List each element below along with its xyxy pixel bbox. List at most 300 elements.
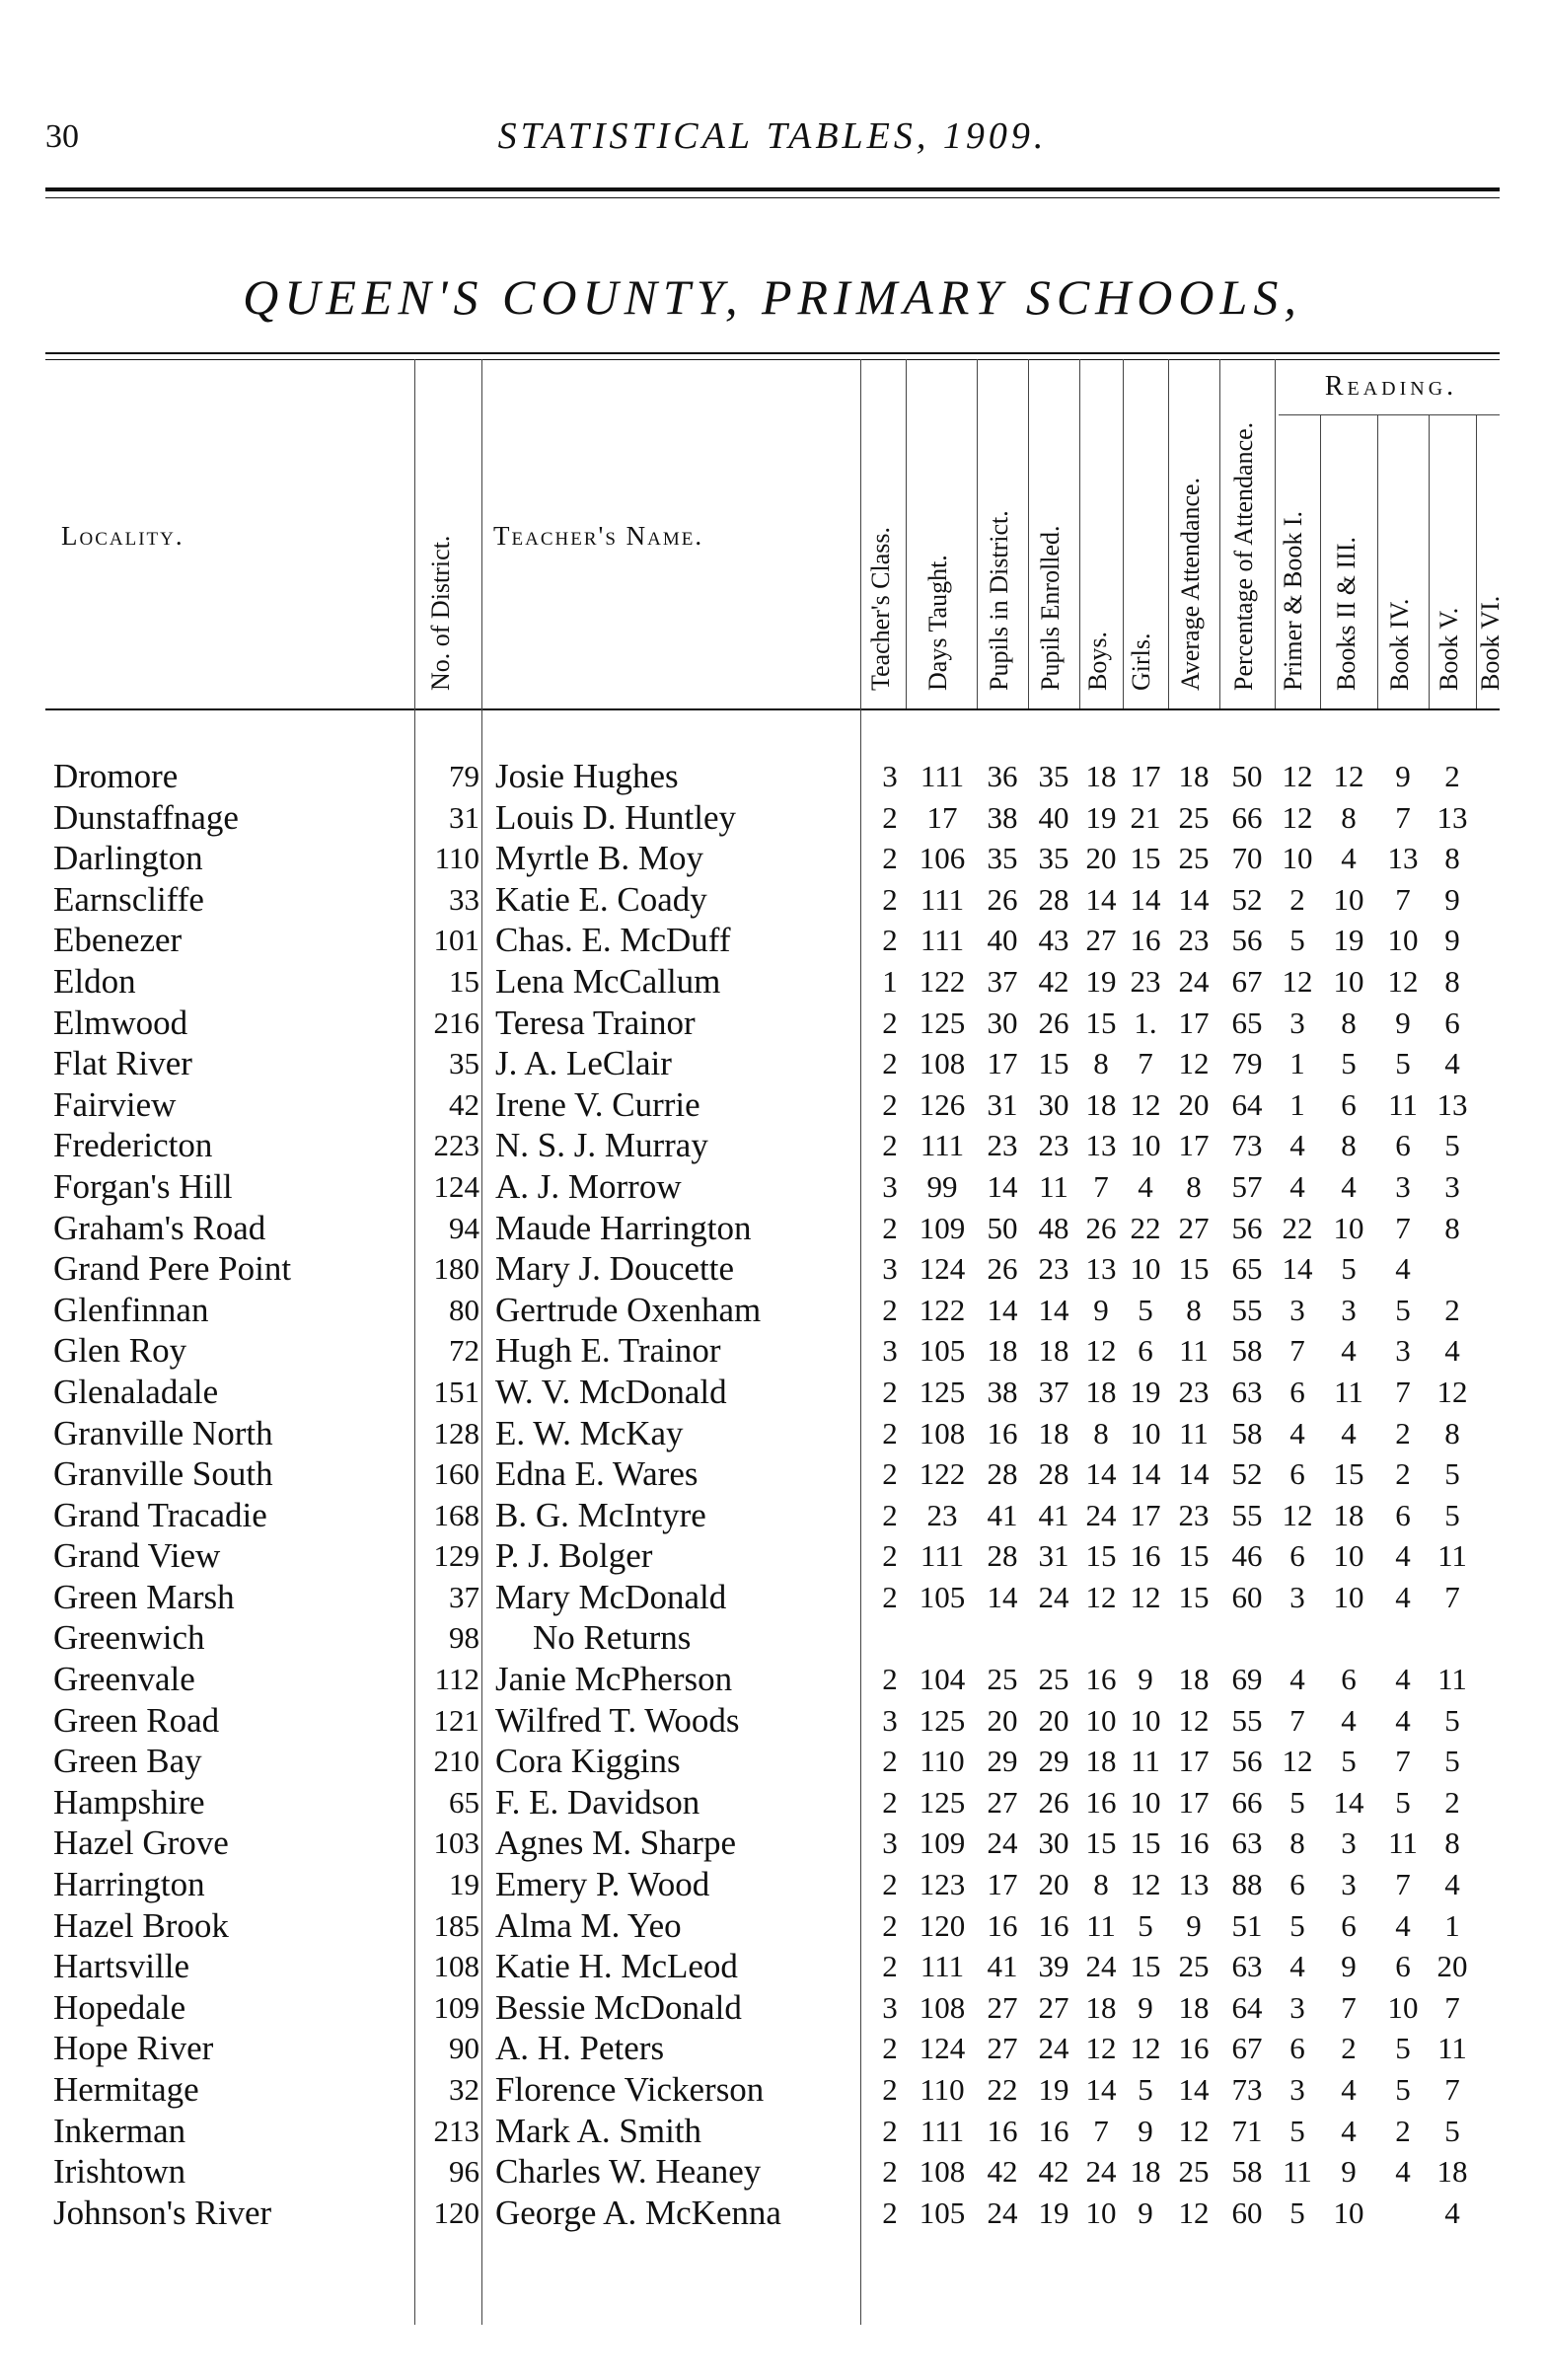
pupils-district-cell: 35	[987, 841, 1018, 876]
book-5-cell: 4	[1444, 1333, 1460, 1369]
locality-cell: Irishtown	[53, 2152, 186, 2192]
district-no-cell: 112	[434, 1662, 479, 1697]
percentage-cell: 69	[1231, 1662, 1263, 1697]
teacher-class-cell: 2	[882, 1086, 898, 1122]
teacher-class-cell: 3	[882, 1251, 898, 1287]
percentage-cell: 63	[1231, 1374, 1263, 1409]
locality-cell: Hazel Grove	[53, 1823, 229, 1863]
primer-cell: 12	[1282, 1744, 1313, 1779]
teacher-name-cell: A. H. Peters	[495, 2029, 665, 2068]
book-5-cell: 13	[1436, 799, 1468, 835]
column-divider	[906, 359, 907, 708]
average-attendance-cell: 15	[1178, 1579, 1210, 1614]
locality-cell: Dromore	[53, 757, 179, 795]
girls-cell: 15	[1130, 841, 1161, 876]
table-row	[0, 1248, 1545, 1290]
girls-cell: 21	[1130, 799, 1161, 835]
book-4-cell: 4	[1395, 2154, 1411, 2190]
days-taught-cell: 125	[919, 1784, 966, 1820]
locality-cell: Hartsville	[53, 1947, 190, 1986]
column-divider	[1079, 359, 1080, 708]
books-2-3-cell: 19	[1333, 923, 1364, 958]
percentage-cell: 55	[1231, 1292, 1263, 1327]
girls-cell: 12	[1130, 2031, 1161, 2066]
book-4-cell: 7	[1395, 1744, 1411, 1779]
boys-cell: 15	[1085, 1004, 1117, 1040]
percentage-cell: 55	[1231, 1497, 1263, 1532]
locality-cell: Hampshire	[53, 1782, 205, 1822]
books-2-3-cell: 3	[1341, 1867, 1357, 1902]
percentage-cell: 50	[1231, 759, 1263, 793]
girls-cell: 17	[1130, 759, 1161, 793]
percentage-cell: 73	[1231, 2072, 1263, 2107]
days-taught-cell: 108	[919, 1989, 966, 2025]
running-title: STATISTICAL TABLES, 1909.	[497, 115, 1048, 157]
teacher-name-cell: Katie E. Coady	[495, 879, 707, 919]
pupils-enrolled-cell: 27	[1038, 1989, 1069, 2025]
percentage-cell: 63	[1231, 1825, 1263, 1861]
boys-cell: 10	[1085, 2194, 1117, 2230]
locality-cell: Green Bay	[53, 1742, 202, 1781]
girls-cell: 9	[1138, 1662, 1153, 1697]
locality-cell: Darlington	[53, 839, 203, 878]
table-body	[0, 756, 1545, 2233]
girls-cell: 10	[1130, 1251, 1161, 1287]
teacher-name-cell: Agnes M. Sharpe	[495, 1823, 736, 1863]
pupils-enrolled-cell: 31	[1038, 1538, 1069, 1574]
primer-cell: 4	[1289, 1168, 1305, 1204]
book-5-cell: 12	[1436, 1374, 1468, 1409]
locality-cell: Elmwood	[53, 1003, 188, 1042]
books-2-3-cell: 10	[1333, 1210, 1364, 1245]
primer-cell: 5	[1289, 923, 1305, 958]
girls-cell: 12	[1130, 1579, 1161, 1614]
boys-cell: 24	[1085, 1949, 1117, 1984]
pupils-enrolled-cell: 19	[1038, 2072, 1069, 2107]
locality-cell: Grand Tracadie	[53, 1495, 267, 1534]
pupils-enrolled-cell: 37	[1038, 1374, 1069, 1409]
primer-cell: 8	[1289, 1825, 1305, 1861]
percentage-cell: 58	[1231, 1333, 1263, 1369]
locality-cell: Hazel Brook	[53, 1905, 229, 1945]
table-row	[0, 2028, 1545, 2069]
boys-cell: 8	[1093, 1046, 1109, 1081]
percentage-cell: 55	[1231, 1702, 1263, 1738]
books-2-3-cell: 2	[1341, 2031, 1357, 2066]
days-taught-cell: 17	[926, 799, 958, 835]
book-5-cell: 5	[1444, 1497, 1460, 1532]
girls-cell: 15	[1130, 1949, 1161, 1984]
primer-cell: 1	[1289, 1046, 1305, 1081]
girls-cell: 9	[1138, 2194, 1153, 2230]
pupils-enrolled-cell: 39	[1038, 1949, 1069, 1984]
district-no-cell: 42	[449, 1086, 479, 1122]
pupils-district-cell: 41	[987, 1497, 1018, 1532]
days-taught-cell: 124	[919, 2031, 966, 2066]
percentage-cell: 52	[1231, 881, 1263, 917]
book-5-cell: 2	[1444, 759, 1460, 793]
book-4-cell: 4	[1395, 1907, 1411, 1943]
table-row	[0, 1495, 1545, 1536]
pupils-enrolled-cell: 48	[1038, 1210, 1069, 1245]
locality-cell: Johnson's River	[53, 2193, 272, 2232]
book-4-cell: 10	[1387, 923, 1419, 958]
book-4-cell: 4	[1395, 1579, 1411, 1614]
days-taught-cell: 124	[919, 1251, 966, 1287]
percentage-cell: 71	[1231, 2113, 1263, 2148]
books-2-3-cell: 10	[1333, 1579, 1364, 1614]
book-5-cell: 8	[1444, 963, 1460, 999]
reading-rule	[1279, 414, 1500, 415]
pupils-enrolled-cell: 18	[1038, 1333, 1069, 1369]
girls-cell: 5	[1138, 1292, 1153, 1327]
table-row	[0, 1822, 1545, 1864]
table-row	[0, 1617, 1545, 1659]
locality-cell: Green Marsh	[53, 1577, 235, 1616]
book-5-cell: 5	[1444, 2113, 1460, 2148]
primer-cell: 3	[1289, 1989, 1305, 2025]
column-divider	[977, 359, 978, 708]
average-attendance-cell: 18	[1178, 1989, 1210, 2025]
girls-cell: 17	[1130, 1497, 1161, 1532]
district-no-cell: 90	[449, 2031, 479, 2066]
books-2-3-cell: 8	[1341, 1004, 1357, 1040]
average-attendance-cell: 24	[1178, 963, 1210, 999]
percentage-cell: 58	[1231, 1415, 1263, 1450]
district-no-cell: 168	[433, 1497, 479, 1532]
table-row	[0, 1577, 1545, 1618]
district-no-cell: 109	[433, 1989, 479, 2025]
percentage-cell: 70	[1231, 841, 1263, 876]
district-no-cell: 110	[434, 841, 479, 876]
boys-cell: 14	[1085, 881, 1117, 917]
pupils-enrolled-cell: 35	[1038, 841, 1069, 876]
teacher-class-cell: 3	[882, 1333, 898, 1369]
book-4-cell: 6	[1395, 1497, 1411, 1532]
pupils-district-cell: 17	[987, 1046, 1018, 1081]
district-no-cell: 124	[433, 1168, 479, 1204]
teacher-class-cell: 2	[882, 841, 898, 876]
boys-cell: 14	[1085, 2072, 1117, 2107]
pupils-enrolled-cell: 40	[1038, 799, 1069, 835]
days-taught-cell: 120	[919, 1907, 966, 1943]
girls-cell: 1.	[1134, 1004, 1157, 1040]
percentage-cell: 64	[1231, 1086, 1263, 1122]
book-4-cell: 11	[1388, 1086, 1418, 1122]
teacher-class-cell: 2	[882, 1744, 898, 1779]
boys-cell: 13	[1085, 1251, 1117, 1287]
book-4-cell: 2	[1395, 2113, 1411, 2148]
percentage-cell: 63	[1231, 1949, 1263, 1984]
table-row	[0, 1453, 1545, 1495]
locality-cell: Flat River	[53, 1044, 192, 1083]
boys-cell: 8	[1093, 1415, 1109, 1450]
percentage-cell: 56	[1231, 1210, 1263, 1245]
pupils-district-cell: 27	[987, 1784, 1018, 1820]
district-no-cell: 35	[449, 1046, 479, 1081]
percentage-cell: 65	[1231, 1251, 1263, 1287]
primer-cell: 7	[1289, 1702, 1305, 1738]
average-attendance-cell: 23	[1178, 1374, 1210, 1409]
average-attendance-cell: 18	[1178, 1662, 1210, 1697]
table-row	[0, 1166, 1545, 1208]
primer-cell: 4	[1289, 1415, 1305, 1450]
primer-cell: 3	[1289, 2072, 1305, 2107]
column-divider	[1123, 359, 1124, 708]
table-row	[0, 1782, 1545, 1823]
books-2-3-cell: 10	[1333, 881, 1364, 917]
teacher-class-cell: 2	[882, 1210, 898, 1245]
days-taught-cell: 125	[919, 1374, 966, 1409]
book-4-cell: 3	[1395, 1333, 1411, 1369]
top-rule	[45, 187, 1500, 191]
pupils-district-cell: 14	[987, 1292, 1018, 1327]
no-returns-note: No Returns	[533, 1618, 692, 1658]
book-4-cell: 7	[1395, 1867, 1411, 1902]
girls-cell: 9	[1138, 1989, 1153, 2025]
average-attendance-cell: 25	[1178, 2154, 1210, 2190]
pupils-enrolled-cell: 26	[1038, 1784, 1069, 1820]
teacher-class-cell: 2	[882, 1907, 898, 1943]
book-4-cell: 7	[1395, 1374, 1411, 1409]
boys-cell: 18	[1085, 1744, 1117, 1779]
district-no-cell: 65	[449, 1784, 479, 1820]
girls-cell: 18	[1130, 2154, 1161, 2190]
pupils-district-cell: 37	[987, 963, 1018, 999]
table-header-bottom-rule	[45, 708, 1500, 710]
teacher-name-cell: Mary McDonald	[495, 1577, 727, 1616]
teacher-class-cell: 2	[882, 1004, 898, 1040]
pupils-district-cell: 25	[987, 1662, 1018, 1697]
teacher-name-cell: B. G. McIntyre	[495, 1495, 706, 1534]
locality-cell: Hermitage	[53, 2070, 199, 2109]
book-5-cell: 9	[1444, 881, 1460, 917]
boys-cell: 9	[1093, 1292, 1109, 1327]
pupils-enrolled-cell: 23	[1038, 1128, 1069, 1163]
average-attendance-cell: 25	[1178, 799, 1210, 835]
pupils-district-cell: 26	[987, 881, 1018, 917]
pupils-district-cell: 28	[987, 1538, 1018, 1574]
locality-cell: Harrington	[53, 1865, 205, 1904]
average-attendance-cell: 14	[1178, 881, 1210, 917]
table-row	[0, 1700, 1545, 1742]
book-5-cell: 8	[1444, 1415, 1460, 1450]
pupils-enrolled-cell: 18	[1038, 1415, 1069, 1450]
primer-cell: 1	[1289, 1086, 1305, 1122]
table-row	[0, 1208, 1545, 1249]
locality-cell: Ebenezer	[53, 921, 183, 960]
locality-cell: Hope River	[53, 2029, 214, 2068]
boys-cell: 14	[1085, 1456, 1117, 1492]
days-taught-cell: 108	[919, 1046, 966, 1081]
primer-cell: 10	[1282, 841, 1313, 876]
girls-cell: 22	[1130, 1210, 1161, 1245]
pupils-district-cell: 22	[987, 2072, 1018, 2107]
boys-cell: 18	[1085, 1374, 1117, 1409]
average-attendance-cell: 25	[1178, 1949, 1210, 1984]
header-locality: Locality.	[61, 521, 184, 551]
book-4-cell: 7	[1395, 881, 1411, 917]
teacher-name-cell: A. J. Morrow	[495, 1166, 682, 1206]
table-row	[0, 961, 1545, 1003]
days-taught-cell: 99	[926, 1168, 958, 1204]
days-taught-cell: 111	[920, 2113, 965, 2148]
pupils-district-cell: 24	[987, 1825, 1018, 1861]
teacher-name-cell: Edna E. Wares	[495, 1454, 699, 1494]
teacher-class-cell: 2	[882, 799, 898, 835]
books-2-3-cell: 10	[1333, 1538, 1364, 1574]
book-5-cell: 6	[1444, 1004, 1460, 1040]
girls-cell: 16	[1130, 1538, 1161, 1574]
books-2-3-cell: 5	[1341, 1744, 1357, 1779]
district-no-cell: 98	[449, 1620, 479, 1656]
days-taught-cell: 105	[919, 1333, 966, 1369]
books-2-3-cell: 3	[1341, 1292, 1357, 1327]
average-attendance-cell: 15	[1178, 1538, 1210, 1574]
book-4-cell: 13	[1387, 841, 1419, 876]
book-4-cell: 9	[1395, 1004, 1411, 1040]
books-2-3-cell: 10	[1333, 963, 1364, 999]
table-row	[0, 1290, 1545, 1331]
primer-cell: 22	[1282, 1210, 1313, 1245]
book-5-cell: 2	[1444, 1292, 1460, 1327]
column-divider	[1028, 359, 1029, 708]
pupils-district-cell: 31	[987, 1086, 1018, 1122]
primer-cell: 12	[1282, 799, 1313, 835]
locality-cell: Granville South	[53, 1454, 273, 1494]
district-no-cell: 128	[433, 1415, 479, 1450]
days-taught-cell: 105	[919, 1579, 966, 1614]
boys-cell: 26	[1085, 1210, 1117, 1245]
book-4-cell: 4	[1395, 1702, 1411, 1738]
days-taught-cell: 111	[920, 759, 965, 793]
teacher-name-cell: Bessie McDonald	[495, 1987, 742, 2027]
primer-cell: 6	[1289, 1538, 1305, 1574]
pupils-enrolled-cell: 19	[1038, 2194, 1069, 2230]
book-4-cell: 9	[1395, 759, 1411, 793]
percentage-cell: 56	[1231, 923, 1263, 958]
days-taught-cell: 125	[919, 1004, 966, 1040]
teacher-class-cell: 3	[882, 759, 898, 793]
district-no-cell: 160	[433, 1456, 479, 1492]
days-taught-cell: 106	[919, 841, 966, 876]
days-taught-cell: 111	[920, 923, 965, 958]
table-row	[0, 1946, 1545, 1987]
boys-cell: 8	[1093, 1867, 1109, 1902]
teacher-class-cell: 2	[882, 2031, 898, 2066]
table-row	[0, 1003, 1545, 1044]
teacher-class-cell: 2	[882, 2072, 898, 2107]
books-2-3-cell: 12	[1333, 759, 1364, 793]
boys-cell: 10	[1085, 1702, 1117, 1738]
teacher-name-cell: Alma M. Yeo	[495, 1905, 682, 1945]
books-2-3-cell: 4	[1341, 2072, 1357, 2107]
average-attendance-cell: 17	[1178, 1784, 1210, 1820]
table-row	[0, 879, 1545, 921]
teacher-name-cell: Teresa Trainor	[495, 1003, 696, 1042]
district-no-cell: 213	[433, 2113, 479, 2148]
table-row	[0, 1043, 1545, 1084]
district-no-cell: 19	[449, 1867, 479, 1902]
books-2-3-cell: 6	[1341, 1662, 1357, 1697]
boys-cell: 18	[1085, 1989, 1117, 2025]
teacher-class-cell: 2	[882, 1292, 898, 1327]
teacher-class-cell: 2	[882, 1579, 898, 1614]
locality-cell: Greenvale	[53, 1660, 195, 1699]
district-no-cell: 33	[449, 881, 479, 917]
district-no-cell: 120	[433, 2194, 479, 2230]
books-2-3-cell: 18	[1333, 1497, 1364, 1532]
table-row	[0, 920, 1545, 961]
book-5-cell: 5	[1444, 1702, 1460, 1738]
average-attendance-cell: 12	[1178, 2113, 1210, 2148]
book-5-cell: 7	[1444, 1989, 1460, 2025]
percentage-cell: 73	[1231, 1128, 1263, 1163]
district-no-cell: 80	[449, 1292, 479, 1327]
book-4-cell: 5	[1395, 2031, 1411, 2066]
pupils-district-cell: 29	[987, 1744, 1018, 1779]
books-2-3-cell: 6	[1341, 1907, 1357, 1943]
primer-cell: 5	[1289, 1907, 1305, 1943]
table-row	[0, 1905, 1545, 1947]
book-4-cell: 4	[1395, 1538, 1411, 1574]
primer-cell: 6	[1289, 1456, 1305, 1492]
table-row	[0, 2193, 1545, 2234]
days-taught-cell: 104	[919, 1662, 966, 1697]
girls-cell: 16	[1130, 923, 1161, 958]
book-5-cell: 4	[1444, 2194, 1460, 2230]
teacher-class-cell: 3	[882, 1989, 898, 2025]
days-taught-cell: 123	[919, 1867, 966, 1902]
book-5-cell: 5	[1444, 1744, 1460, 1779]
books-2-3-cell: 14	[1333, 1784, 1364, 1820]
locality-cell: Dunstaffnage	[53, 797, 239, 837]
teacher-name-cell: Florence Vickerson	[495, 2070, 765, 2109]
teacher-name-cell: Gertrude Oxenham	[495, 1290, 762, 1329]
boys-cell: 12	[1085, 1333, 1117, 1369]
teacher-class-cell: 2	[882, 2154, 898, 2190]
boys-cell: 7	[1093, 2113, 1109, 2148]
boys-cell: 24	[1085, 2154, 1117, 2190]
book-4-cell: 4	[1395, 1251, 1411, 1287]
teacher-name-cell: Hugh E. Trainor	[495, 1331, 721, 1371]
percentage-cell: 56	[1231, 1744, 1263, 1779]
teacher-name-cell: Cora Kiggins	[495, 1742, 681, 1781]
boys-cell: 12	[1085, 2031, 1117, 2066]
boys-cell: 19	[1085, 963, 1117, 999]
books-2-3-cell: 3	[1341, 1825, 1357, 1861]
table-row	[0, 2069, 1545, 2111]
teacher-name-cell: Louis D. Huntley	[495, 797, 737, 837]
percentage-cell: 66	[1231, 799, 1263, 835]
percentage-cell: 60	[1231, 2194, 1263, 2230]
book-4-cell: 2	[1395, 1415, 1411, 1450]
teacher-name-cell: Charles W. Heaney	[495, 2152, 762, 2192]
primer-cell: 5	[1289, 2113, 1305, 2148]
percentage-cell: 66	[1231, 1784, 1263, 1820]
pupils-enrolled-cell: 16	[1038, 1907, 1069, 1943]
books-2-3-cell: 5	[1341, 1046, 1357, 1081]
days-taught-cell: 108	[919, 1415, 966, 1450]
percentage-cell: 88	[1231, 1867, 1263, 1902]
percentage-cell: 64	[1231, 1989, 1263, 2025]
column-divider	[1275, 359, 1276, 708]
district-no-cell: 96	[449, 2154, 479, 2190]
book-4-cell: 5	[1395, 2072, 1411, 2107]
table-row	[0, 1084, 1545, 1126]
book-4-cell: 7	[1395, 1210, 1411, 1245]
books-2-3-cell: 4	[1341, 1415, 1357, 1450]
